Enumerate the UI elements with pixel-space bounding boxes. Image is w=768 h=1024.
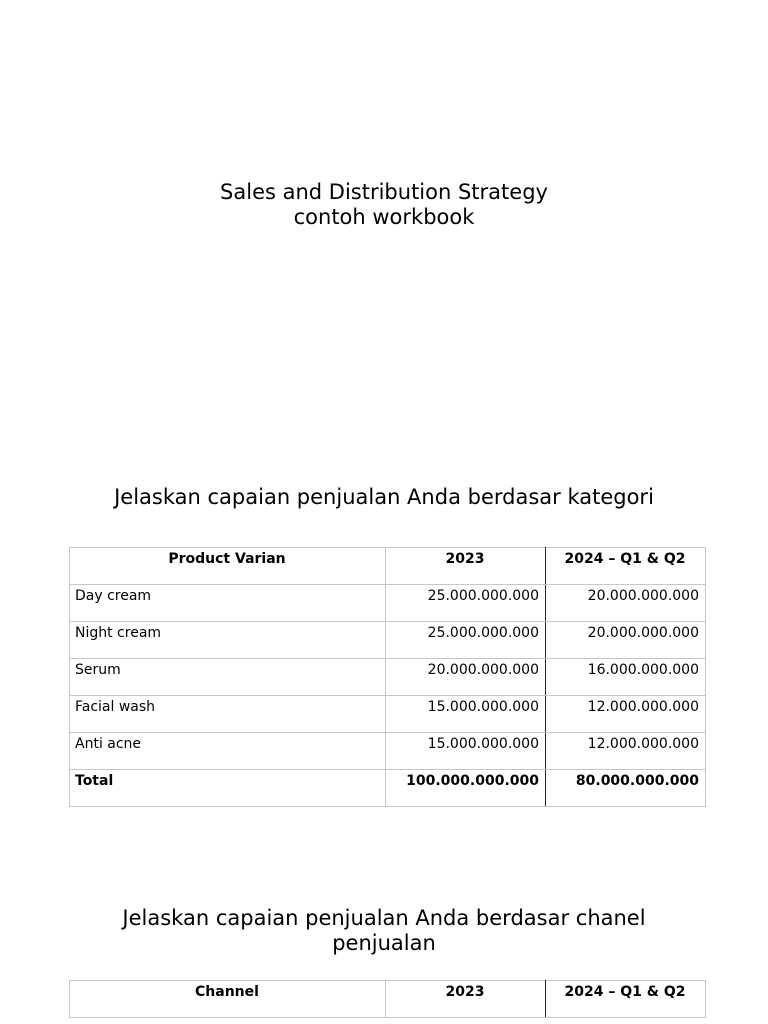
total-2024: 80.000.000.000 xyxy=(546,770,706,807)
value-2023: 15.000.000.000 xyxy=(386,696,546,733)
value-2023: 15.000.000.000 xyxy=(386,733,546,770)
column-header: 2024 – Q1 & Q2 xyxy=(546,548,706,585)
document-title xyxy=(0,180,768,230)
table-row xyxy=(70,659,706,696)
column-header: 2023 xyxy=(386,981,546,1018)
section-heading-channel xyxy=(84,906,684,956)
row-label: Anti acne xyxy=(70,733,386,770)
table-header-row xyxy=(70,548,706,585)
table-row xyxy=(70,585,706,622)
value-2024: 12.000.000.000 xyxy=(546,696,706,733)
section-heading-channel-line-2: penjualan xyxy=(332,931,436,955)
row-label: Day cream xyxy=(70,585,386,622)
value-2024: 20.000.000.000 xyxy=(546,622,706,659)
value-2024: 20.000.000.000 xyxy=(546,585,706,622)
total-label: Total xyxy=(70,770,386,807)
table-row xyxy=(70,696,706,733)
value-2023: 25.000.000.000 xyxy=(386,585,546,622)
value-2023: 25.000.000.000 xyxy=(386,622,546,659)
table-total-row xyxy=(70,770,706,807)
column-header: Product Varian xyxy=(70,548,386,585)
document-title-line-1: Sales and Distribution Strategy xyxy=(220,180,548,204)
column-header: Channel xyxy=(70,981,386,1018)
row-label: Night cream xyxy=(70,622,386,659)
document-title-line-2: contoh workbook xyxy=(293,205,475,229)
section-heading-category: Jelaskan capaian penjualan Anda berdasar kategori xyxy=(114,485,654,509)
value-2024: 12.000.000.000 xyxy=(546,733,706,770)
column-header: 2023 xyxy=(386,548,546,585)
value-2023: 20.000.000.000 xyxy=(386,659,546,696)
value-2024: 16.000.000.000 xyxy=(546,659,706,696)
section-heading-channel-line-1: Jelaskan capaian penjualan Anda berdasar chanel xyxy=(122,906,646,930)
table-header-row xyxy=(70,981,706,1018)
row-label: Facial wash xyxy=(70,696,386,733)
sales-by-category-table xyxy=(69,547,706,807)
table-row xyxy=(70,622,706,659)
sales-by-channel-table xyxy=(69,980,706,1018)
row-label: Serum xyxy=(70,659,386,696)
total-2023: 100.000.000.000 xyxy=(386,770,546,807)
column-header: 2024 – Q1 & Q2 xyxy=(546,981,706,1018)
table-row xyxy=(70,733,706,770)
